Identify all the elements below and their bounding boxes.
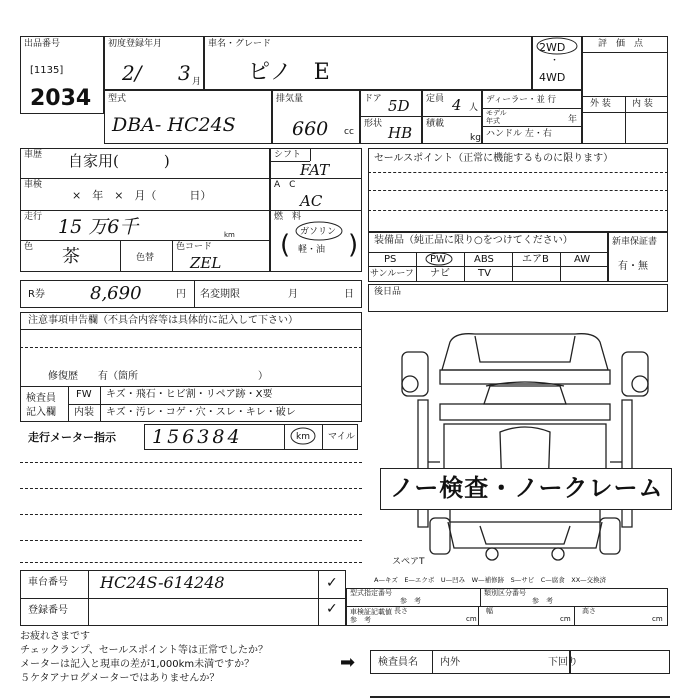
first-reg-label: 初度登録年月 xyxy=(108,39,163,49)
chassis-value: HC24S-614248 xyxy=(100,573,225,592)
circle-gasoline xyxy=(294,220,344,242)
equip-aw: AW xyxy=(574,254,591,265)
equip-navi: ナビ xyxy=(430,268,450,279)
circle-pw xyxy=(424,252,454,266)
km-unit: km xyxy=(224,231,235,239)
capacity-value: 4 xyxy=(452,96,462,114)
meter-value: 156384 xyxy=(152,426,243,448)
footer-line2: チェックランプ、セールスポイント等は正常でしたか？ xyxy=(20,645,268,656)
displacement-value: 660 xyxy=(292,118,329,140)
color-value: 茶 xyxy=(62,246,80,267)
equip-abs: ABS xyxy=(474,254,494,265)
year-unit: 年 xyxy=(568,115,578,125)
shift-label: シフト xyxy=(274,150,302,160)
circle-km xyxy=(288,426,318,446)
drive-dot: ・ xyxy=(550,56,560,66)
cm1: cm xyxy=(466,615,477,623)
color-code-value: ZEL xyxy=(190,254,222,272)
expiry-month: 月 xyxy=(288,289,298,300)
inside-outside: 内外 xyxy=(440,657,460,668)
cc-unit: cc xyxy=(344,127,354,137)
mileage-value: 15 万6千 xyxy=(58,216,139,238)
name-value: ピノ E xyxy=(248,60,330,85)
under: 下回り xyxy=(548,657,578,668)
interior-label: 内 装 xyxy=(632,99,653,109)
door-label: ドア xyxy=(364,94,382,104)
model-label: 型式 xyxy=(108,94,127,104)
fuel-other: 軽・油 xyxy=(298,245,326,255)
later-doc-label: 後日品 xyxy=(374,287,402,297)
stamp-text: ノー検査・ノークレーム xyxy=(390,474,664,502)
history-label: 車歴 xyxy=(24,150,43,160)
shape-label: 形状 xyxy=(364,119,383,129)
inspector-name: 検査員名 xyxy=(378,657,418,668)
fuel-bracket-left: ( xyxy=(280,230,291,260)
lot-label: 出品番号 xyxy=(24,39,61,49)
displacement-label: 排気量 xyxy=(276,94,304,104)
lot-small: [1135] xyxy=(30,65,64,76)
equipment-label: 装備品（純正品に限り○をつけてください） xyxy=(374,235,573,246)
month-unit: 月 xyxy=(192,77,202,87)
spare-label: スペアT xyxy=(392,557,425,567)
equip-tv: TV xyxy=(478,268,491,279)
later-doc-box xyxy=(368,284,668,312)
capacity-label: 定員 xyxy=(426,94,445,104)
chassis-check: ✓ xyxy=(326,575,338,591)
equip-ps: PS xyxy=(384,254,397,265)
first-reg-year: 2/ xyxy=(122,61,142,85)
warranty-label: 新車保証書 xyxy=(612,237,658,247)
inspector-entry: 検査員 記入欄 xyxy=(26,393,56,418)
fuel-gasoline: ガソリン xyxy=(300,227,337,237)
expiry-day: 日 xyxy=(344,289,354,300)
model-year-label: モデル 年式 xyxy=(486,109,507,125)
load-label: 積載 xyxy=(426,119,445,129)
shape-value: HB xyxy=(388,124,413,142)
lot-number: 2034 xyxy=(30,86,92,111)
circle-2wd xyxy=(534,37,580,55)
chassis-label: 車台番号 xyxy=(28,577,68,588)
car-diagram xyxy=(380,322,670,572)
reference1: 参 考 xyxy=(400,597,421,605)
shift-value: FAT xyxy=(300,161,330,179)
fuel-bracket-right: ) xyxy=(348,230,359,260)
color-code-label: 色コード xyxy=(176,242,213,252)
door-value: 5D xyxy=(388,97,410,115)
footer-line3: メーターは記入と現車の差が1,000km未満ですか？ xyxy=(20,659,255,670)
equip-airbag: エアB xyxy=(522,254,549,265)
history-value: 自家用( ) xyxy=(68,152,170,170)
sales-point-label: セールスポイント（正常に機能するものに限ります） xyxy=(374,153,614,164)
notes-title: 注意事項申告欄（不具合内容等は具体的に記入して下さい） xyxy=(28,315,298,326)
warranty-value: 有・無 xyxy=(618,261,648,272)
meter-km: km xyxy=(296,432,310,442)
inspection-value: × 年 × 月（ 日） xyxy=(72,189,212,202)
drive-2wd: 2WD xyxy=(539,41,566,54)
ac-value: AC xyxy=(300,192,323,210)
color-label: 色 xyxy=(24,242,34,252)
fw-items: キズ・飛石・ヒビ割・リペア跡・X要 xyxy=(106,389,273,400)
cm2: cm xyxy=(560,615,571,623)
repair-history: 修復歴 有（箇所 ） xyxy=(48,371,268,382)
drive-4wd: 4WD xyxy=(539,71,566,84)
name-label: 車名・グレード xyxy=(208,39,272,49)
ac-label: A C xyxy=(274,180,296,190)
interior-label-row: 内装 xyxy=(74,407,94,418)
model-value: DBA- HC24S xyxy=(112,114,236,136)
cm3: cm xyxy=(652,615,663,623)
height: 高さ xyxy=(582,607,596,615)
meter-label: 走行メーター指示 xyxy=(28,431,116,444)
recycle-box xyxy=(20,280,362,308)
footer-line4: ５ケタアナログメーターではありませんか？ xyxy=(20,673,220,684)
fw-label: FW xyxy=(76,389,92,400)
yen-unit: 円 xyxy=(176,289,186,300)
length: 長さ xyxy=(394,607,408,615)
color-change-label: 色替 xyxy=(136,253,155,263)
designated-label: 型式指定番号 xyxy=(350,589,392,597)
recycle-value: 8,690 xyxy=(90,283,142,304)
equip-sunroof: サンルーフ xyxy=(370,269,414,279)
signoff-box-right xyxy=(570,650,670,674)
meter-mile: マイル xyxy=(328,432,355,442)
fuel-label: 燃 料 xyxy=(274,212,302,222)
category-label: 類別区分番号 xyxy=(484,589,526,597)
dealer-label: ディーラー・並 行 xyxy=(486,95,557,105)
reg-number-label: 登録番号 xyxy=(28,605,68,616)
length-label: 車検証記載値 参 考 xyxy=(350,608,392,625)
first-reg-month: 3 xyxy=(178,61,191,85)
mileage-label: 走行 xyxy=(24,212,43,222)
handle-label: ハンドル 左・右 xyxy=(486,129,552,139)
recycle-label: R券 xyxy=(28,289,45,300)
kg-unit: kg xyxy=(470,133,481,143)
capacity-unit: 人 xyxy=(469,103,479,113)
footer-line1: お疲れさまです xyxy=(20,631,90,642)
inspection-label: 車検 xyxy=(24,180,43,190)
legend: A—キズ E—エクボ U—凹み W—補修跡 S—サビ C—腐食 XX—交換済 xyxy=(374,576,607,584)
exterior-label: 外 装 xyxy=(590,99,611,109)
reference2: 参 考 xyxy=(532,597,553,605)
score-label: 評 価 点 xyxy=(598,39,644,49)
equip-pw: PW xyxy=(430,254,446,265)
expiry-label: 名変期限 xyxy=(200,289,240,300)
width: 幅 xyxy=(486,607,493,615)
arrow-icon: ➡ xyxy=(340,652,356,673)
reg-check: ✓ xyxy=(326,601,338,617)
interior-items: キズ・汚レ・コゲ・穴・スレ・キレ・破レ xyxy=(106,407,296,418)
